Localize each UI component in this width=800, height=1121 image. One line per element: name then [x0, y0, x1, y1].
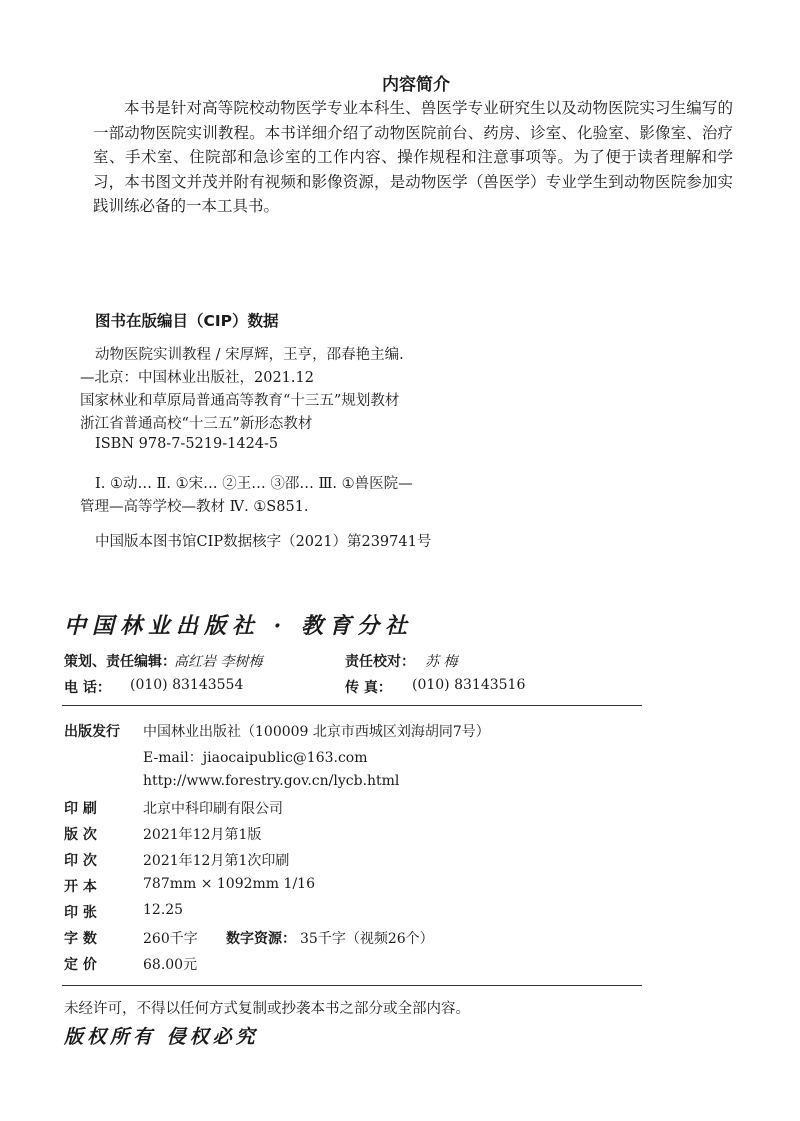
phone-value: (010) 83143554 — [130, 677, 244, 693]
fax-value: (010) 83143516 — [412, 677, 526, 693]
divider-top — [62, 705, 642, 706]
edition-label: 版 次 — [64, 827, 97, 843]
summary-paragraph-block — [93, 96, 733, 219]
proof-value: 苏 梅 — [425, 654, 458, 670]
print-label: 印 刷 — [64, 801, 97, 817]
format-value: 787mm × 1092mm 1/16 — [143, 876, 315, 892]
proof-label: 责任校对： — [345, 654, 415, 670]
issue-value: 中国林业出版社（100009 北京市西城区刘海胡同7号） — [143, 724, 490, 740]
print-value: 北京中科印刷有限公司 — [143, 801, 283, 817]
publisher-name: 中国林业出版社 · 教育分社 — [64, 613, 413, 639]
cip-line-title: 动物医院实训教程 / 宋厚辉，王亨，邵春艳主编. — [95, 347, 404, 363]
cip-line-record: 中国版本图书馆CIP数据核字（2021）第239741号 — [95, 534, 432, 550]
cip-line-series2: 浙江省普通高校“十三五”新形态教材 — [80, 416, 313, 432]
words-label: 字 数 — [64, 931, 97, 947]
phone-label: 电 话： — [64, 680, 111, 696]
fax-label: 传 真： — [345, 680, 392, 696]
url-value: http://www.forestry.gov.cn/lycb.html — [143, 773, 400, 789]
cip-line-classification-cont: 管理—高等学校—教材 Ⅳ. ①S851. — [80, 499, 309, 515]
copy-notice: 未经许可，不得以任何方式复制或抄袭本书之部分或全部内容。 — [64, 1001, 470, 1017]
format-label: 开 本 — [64, 879, 97, 895]
sheets-label: 印 张 — [64, 905, 97, 921]
price-label: 定 价 — [64, 957, 97, 973]
digital-label: 数字资源： — [226, 931, 296, 947]
cip-line-imprint: —北京：中国林业出版社，2021.12 — [80, 370, 314, 386]
digital-value: 35千字（视频26个） — [300, 931, 434, 947]
words-value: 260千字 — [143, 931, 198, 947]
issue-label: 出版发行 — [64, 724, 120, 740]
edition-value: 2021年12月第1版 — [143, 827, 262, 843]
summary-heading: 内容简介 — [382, 75, 450, 95]
summary-paragraph: 本书是针对高等院校动物医学专业本科生、兽医学专业研究生以及动物医院实习生编写的一部动物医院实训教程。本书详细介绍了动物医院前台、药房、诊室、化验室、影像室、治疗室、手术室、住院部和急诊室的工作内容、操作规程和注意事项等。为了便于读者理解和学习，本书图文并茂并附有视频和影像资源，是动物医学（兽医学）专业学生到动物医院参加实践训练必备的一本工具书。 — [93, 99, 733, 215]
sheets-value: 12.25 — [143, 902, 184, 918]
impression-value: 2021年12月第1次印刷 — [143, 853, 290, 869]
price-value: 68.00元 — [143, 957, 198, 973]
cip-line-classification: Ⅰ. ①动… Ⅱ. ①宋… ②王… ③邵… Ⅲ. ①兽医院— — [95, 476, 413, 492]
copyright-statement: 版权所有 侵权必究 — [64, 1026, 259, 1048]
editors-label: 策划、责任编辑： — [64, 654, 176, 670]
email-value: E-mail：jiaocaipublic@163.com — [143, 750, 368, 766]
cip-line-isbn: ISBN 978-7-5219-1424-5 — [95, 436, 279, 452]
cip-heading: 图书在版编目（CIP）数据 — [95, 312, 279, 330]
editors-value: 高红岩 李树梅 — [174, 654, 263, 670]
cip-line-series1: 国家林业和草原局普通高等教育“十三五”规划教材 — [80, 393, 400, 409]
impression-label: 印 次 — [64, 853, 97, 869]
divider-bottom — [62, 985, 642, 986]
